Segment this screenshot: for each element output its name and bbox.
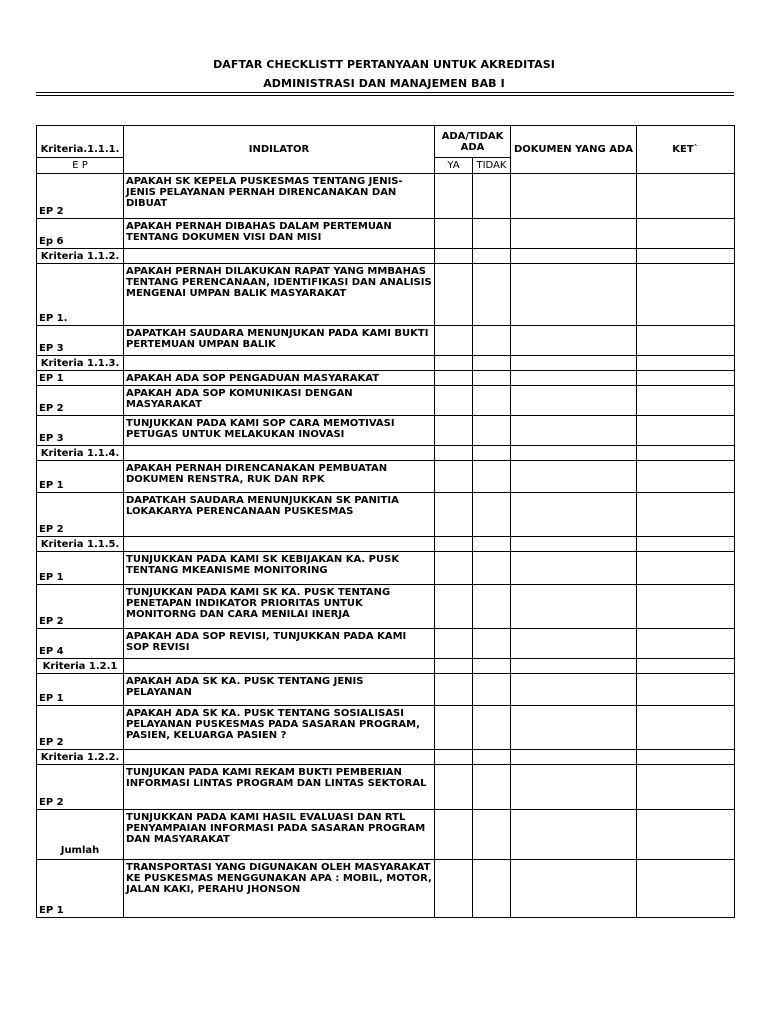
tidak-cell[interactable] — [473, 810, 511, 860]
indicator-text: TRANSPORTASI YANG DIGUNAKAN OLEH MASYARAKAT KE PUSKESMAS MENGGUNAKAN APA : MOBIL, MOTOR, JALAN KAKI, PERAHU JHONSON — [124, 860, 435, 918]
kriteria-header: Kriteria.1.1.1. — [37, 126, 124, 158]
ada-tidak-header: ADA/TIDAK ADA — [435, 126, 511, 158]
indicator-text: APAKAH PERNAH DILAKUKAN RAPAT YANG MMBAHAS TENTANG PERENCANAAN, IDENTIFIKASI DAN ANALISIS MENGENAI UMPAN BALIK MASYARAKAT — [124, 264, 435, 326]
title-rule-top — [36, 92, 734, 93]
checklist-body — [37, 126, 735, 918]
dokumen-cell[interactable] — [511, 356, 637, 371]
ket-cell[interactable] — [637, 706, 735, 750]
tidak-cell[interactable] — [473, 386, 511, 416]
ep-label: EP 3 — [37, 416, 124, 446]
checklist-row — [37, 174, 735, 219]
ket-cell[interactable] — [637, 860, 735, 918]
tidak-cell[interactable] — [473, 326, 511, 356]
ya-cell[interactable] — [435, 326, 473, 356]
indicator-text: DAPATKAH SAUDARA MENUNJUKKAN SK PANITIA LOKAKARYA PERENCANAAN PUSKESMAS — [124, 493, 435, 537]
ep-label: Ep 6 — [37, 219, 124, 249]
ya-cell[interactable] — [435, 860, 473, 918]
dokumen-cell[interactable] — [511, 674, 637, 706]
ket-cell[interactable] — [637, 552, 735, 585]
dokumen-cell[interactable] — [511, 860, 637, 918]
ep-header: E P — [37, 158, 124, 174]
ep-label: EP 3 — [37, 326, 124, 356]
ket-cell[interactable] — [637, 659, 735, 674]
dokumen-cell[interactable] — [511, 446, 637, 461]
checklist-row — [37, 371, 735, 386]
checklist-row — [37, 706, 735, 750]
kriteria-row — [37, 537, 735, 552]
dokumen-cell[interactable] — [511, 249, 637, 264]
tidak-cell[interactable] — [473, 219, 511, 249]
ket-cell[interactable] — [637, 249, 735, 264]
indicator-text — [124, 356, 435, 371]
dokumen-cell[interactable] — [511, 493, 637, 537]
ket-cell[interactable] — [637, 219, 735, 249]
tidak-cell[interactable] — [473, 537, 511, 552]
indicator-text — [124, 750, 435, 765]
ya-cell[interactable] — [435, 629, 473, 659]
ket-header: KET` — [637, 126, 735, 174]
ep-label: EP 1 — [37, 860, 124, 918]
ya-cell[interactable] — [435, 537, 473, 552]
ya-cell[interactable] — [435, 446, 473, 461]
dokumen-cell[interactable] — [511, 371, 637, 386]
tidak-cell[interactable] — [473, 461, 511, 493]
tidak-cell[interactable] — [473, 446, 511, 461]
indicator-text — [124, 537, 435, 552]
tidak-cell[interactable] — [473, 249, 511, 264]
ket-cell[interactable] — [637, 493, 735, 537]
tidak-cell[interactable] — [473, 860, 511, 918]
indicator-text: TUNJUKKAN PADA KAMI SK KEBIJAKAN KA. PUSK TENTANG MKEANISME MONITORING — [124, 552, 435, 585]
kriteria-row — [37, 446, 735, 461]
checklist-row — [37, 326, 735, 356]
checklist-row — [37, 219, 735, 249]
document-title: DAFTAR CHECKLISTT PERTANYAAN UNTUK AKREDITASI — [213, 58, 555, 71]
indicator-text: APAKAH ADA SK KA. PUSK TENTANG JENIS PELAYANAN — [124, 674, 435, 706]
indicator-text: TUNJUKKAN PADA KAMI HASIL EVALUASI DAN RTL PENYAMPAIAN INFORMASI PADA SASARAN PROGRAM DAN MASYARAKAT — [124, 810, 435, 860]
indicator-text: TUNJUKKAN PADA KAMI SK KA. PUSK TENTANG PENETAPAN INDIKATOR PRIORITAS UNTUK MONITORNG DAN CARA MENILAI INERJA — [124, 585, 435, 629]
kriteria-label: Kriteria 1.1.4. — [37, 446, 124, 461]
ket-cell[interactable] — [637, 750, 735, 765]
indicator-text: APAKAH SK KEPELA PUSKESMAS TENTANG JENIS-JENIS PELAYANAN PERNAH DIRENCANAKAN DAN DIBUAT — [124, 174, 435, 219]
jumlah-label: Jumlah — [37, 810, 124, 860]
tidak-cell[interactable] — [473, 674, 511, 706]
kriteria-row — [37, 249, 735, 264]
tidak-cell[interactable] — [473, 552, 511, 585]
title-rule-bottom — [36, 95, 734, 96]
tidak-cell[interactable] — [473, 493, 511, 537]
ep-label: EP 1 — [37, 461, 124, 493]
dokumen-cell[interactable] — [511, 386, 637, 416]
ya-cell[interactable] — [435, 765, 473, 810]
indicator-text: DAPATKAH SAUDARA MENUNJUKAN PADA KAMI BUKTI PERTEMUAN UMPAN BALIK — [124, 326, 435, 356]
indicator-text: TUNJUKKAN PADA KAMI SOP CARA MEMOTIVASI PETUGAS UNTUK MELAKUKAN INOVASI — [124, 416, 435, 446]
ket-cell[interactable] — [637, 264, 735, 326]
dokumen-cell[interactable] — [511, 629, 637, 659]
ya-cell[interactable] — [435, 416, 473, 446]
ket-cell[interactable] — [637, 461, 735, 493]
ket-cell[interactable] — [637, 629, 735, 659]
checklist-row — [37, 860, 735, 918]
ket-cell[interactable] — [637, 674, 735, 706]
ep-label: EP 2 — [37, 765, 124, 810]
tidak-cell[interactable] — [473, 750, 511, 765]
checklist-row — [37, 585, 735, 629]
kriteria-label: Kriteria 1.2.2. — [37, 750, 124, 765]
ket-cell[interactable] — [637, 446, 735, 461]
kriteria-label: Kriteria 1.1.5. — [37, 537, 124, 552]
header-row — [37, 126, 735, 158]
dokumen-cell[interactable] — [511, 219, 637, 249]
indilator-header: INDILATOR — [124, 126, 435, 174]
tidak-cell[interactable] — [473, 356, 511, 371]
checklist-row — [37, 765, 735, 810]
ep-label: EP 2 — [37, 585, 124, 629]
dokumen-cell[interactable] — [511, 537, 637, 552]
ket-cell[interactable] — [637, 537, 735, 552]
dokumen-cell[interactable] — [511, 750, 637, 765]
ep-label: EP 2 — [37, 386, 124, 416]
ep-label: EP 1. — [37, 264, 124, 326]
ket-cell[interactable] — [637, 765, 735, 810]
ep-label: EP 1 — [37, 371, 124, 386]
kriteria-row — [37, 659, 735, 674]
kriteria-label: Kriteria 1.2.1 — [37, 659, 124, 674]
tidak-cell[interactable] — [473, 416, 511, 446]
tidak-cell[interactable] — [473, 765, 511, 810]
ket-cell[interactable] — [637, 386, 735, 416]
ya-header: YA — [435, 158, 473, 174]
ket-cell[interactable] — [637, 585, 735, 629]
ya-cell[interactable] — [435, 706, 473, 750]
dokumen-cell[interactable] — [511, 810, 637, 860]
dokumen-cell[interactable] — [511, 552, 637, 585]
dokumen-cell[interactable] — [511, 659, 637, 674]
indicator-text: APAKAH ADA SOP KOMUNIKASI DENGAN MASYARAKAT — [124, 386, 435, 416]
ya-cell[interactable] — [435, 371, 473, 386]
ya-cell[interactable] — [435, 174, 473, 219]
tidak-cell[interactable] — [473, 659, 511, 674]
dokumen-cell[interactable] — [511, 416, 637, 446]
ep-label: EP 2 — [37, 174, 124, 219]
checklist-row — [37, 552, 735, 585]
ya-cell[interactable] — [435, 249, 473, 264]
checklist-row — [37, 674, 735, 706]
ep-label: EP 1 — [37, 674, 124, 706]
checklist-row — [37, 493, 735, 537]
ep-label: EP 1 — [37, 552, 124, 585]
kriteria-row — [37, 356, 735, 371]
tidak-cell[interactable] — [473, 706, 511, 750]
ket-cell[interactable] — [637, 356, 735, 371]
tidak-cell[interactable] — [473, 371, 511, 386]
ya-cell[interactable] — [435, 219, 473, 249]
tidak-cell[interactable] — [473, 629, 511, 659]
tidak-cell[interactable] — [473, 174, 511, 219]
ket-cell[interactable] — [637, 371, 735, 386]
ya-cell[interactable] — [435, 386, 473, 416]
ya-cell[interactable] — [435, 356, 473, 371]
indicator-text: APAKAH ADA SK KA. PUSK TENTANG SOSIALISASI PELAYANAN PUSKESMAS PADA SASARAN PROGRAM, PASIEN, KELUARGA PASIEN ? — [124, 706, 435, 750]
tidak-header: TIDAK — [473, 158, 511, 174]
checklist-table — [36, 125, 735, 918]
tidak-cell[interactable] — [473, 585, 511, 629]
dokumen-cell[interactable] — [511, 174, 637, 219]
dokumen-cell[interactable] — [511, 264, 637, 326]
ep-label: EP 2 — [37, 706, 124, 750]
kriteria-label: Kriteria 1.1.2. — [37, 249, 124, 264]
ket-cell[interactable] — [637, 326, 735, 356]
indicator-text — [124, 659, 435, 674]
indicator-text: APAKAH ADA SOP PENGADUAN MASYARAKAT — [124, 371, 435, 386]
kriteria-label: Kriteria 1.1.3. — [37, 356, 124, 371]
ya-cell[interactable] — [435, 659, 473, 674]
dokumen-cell[interactable] — [511, 461, 637, 493]
ket-cell[interactable] — [637, 174, 735, 219]
dokumen-header: DOKUMEN YANG ADA — [511, 126, 637, 174]
indicator-text: APAKAH PERNAH DIRENCANAKAN PEMBUATAN DOKUMEN RENSTRA, RUK DAN RPK — [124, 461, 435, 493]
checklist-row — [37, 416, 735, 446]
indicator-text: APAKAH PERNAH DIBAHAS DALAM PERTEMUAN TENTANG DOKUMEN VISI DAN MISI — [124, 219, 435, 249]
ya-cell[interactable] — [435, 750, 473, 765]
dokumen-cell[interactable] — [511, 706, 637, 750]
ya-cell[interactable] — [435, 674, 473, 706]
ep-label: EP 4 — [37, 629, 124, 659]
indicator-text — [124, 446, 435, 461]
checklist-row — [37, 386, 735, 416]
ya-cell[interactable] — [435, 585, 473, 629]
indicator-text: APAKAH ADA SOP REVISI, TUNJUKKAN PADA KAMI SOP REVISI — [124, 629, 435, 659]
dokumen-cell[interactable] — [511, 765, 637, 810]
kriteria-row — [37, 750, 735, 765]
checklist-row — [37, 264, 735, 326]
ya-cell[interactable] — [435, 810, 473, 860]
indicator-text: TUNJUKAN PADA KAMI REKAM BUKTI PEMBERIAN INFORMASI LINTAS PROGRAM DAN LINTAS SEKTORAL — [124, 765, 435, 810]
ya-cell[interactable] — [435, 493, 473, 537]
ya-cell[interactable] — [435, 264, 473, 326]
ya-cell[interactable] — [435, 552, 473, 585]
checklist-row — [37, 461, 735, 493]
ya-cell[interactable] — [435, 461, 473, 493]
ket-cell[interactable] — [637, 810, 735, 860]
indicator-text — [124, 249, 435, 264]
dokumen-cell[interactable] — [511, 326, 637, 356]
tidak-cell[interactable] — [473, 264, 511, 326]
checklist-row — [37, 810, 735, 860]
ep-label: EP 2 — [37, 493, 124, 537]
dokumen-cell[interactable] — [511, 585, 637, 629]
checklist-row — [37, 629, 735, 659]
ket-cell[interactable] — [637, 416, 735, 446]
document-subtitle: ADMINISTRASI DAN MANAJEMEN BAB I — [263, 77, 505, 90]
